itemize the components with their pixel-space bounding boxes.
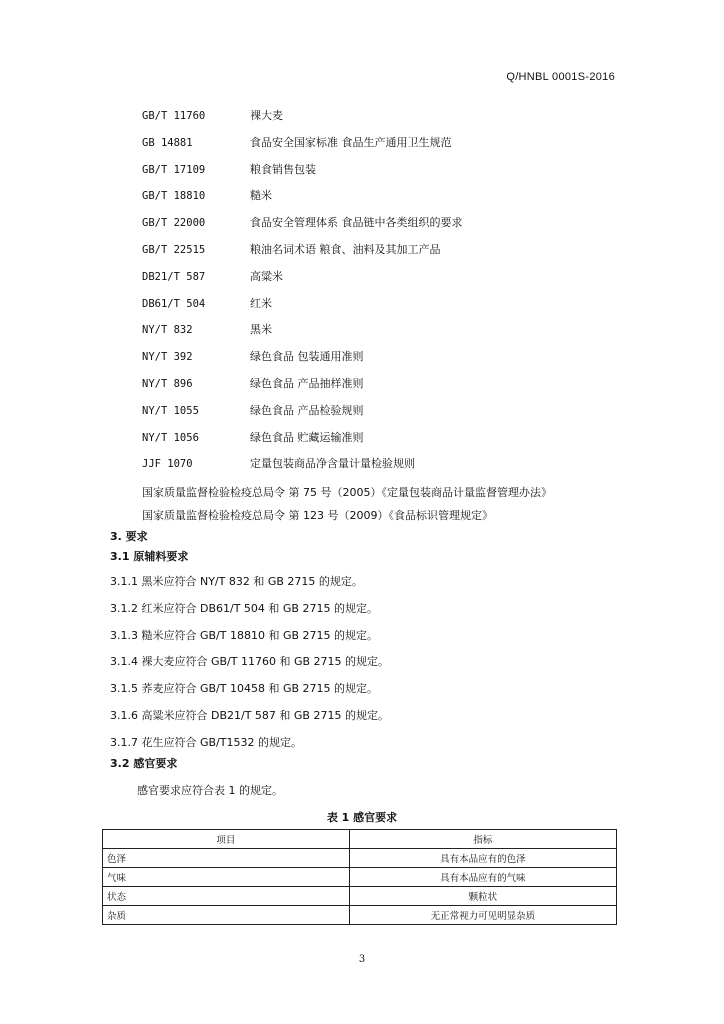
table-row [103, 868, 617, 887]
table-cell-item: 气味 [103, 868, 350, 887]
table-cell-indicator: 颗粒状 [349, 887, 616, 906]
reference-code: JJF 1070 [142, 458, 193, 471]
reference-code: DB21/T 587 [142, 270, 206, 283]
reference-row [142, 215, 622, 242]
reference-row [142, 296, 622, 323]
reference-title: 黑米 [250, 323, 272, 337]
reference-row [142, 349, 622, 376]
regulations-list [142, 485, 632, 531]
reference-row [142, 456, 622, 483]
requirement-item: 3.1.3 糙米应符合 GB/T 18810 和 GB 2715 的规定。 [110, 628, 379, 642]
reference-title: 裸大麦 [250, 109, 283, 122]
reference-code: NY/T 1056 [142, 431, 199, 444]
subsection-heading-sensory: 3.2 感官要求 [110, 757, 178, 770]
table-cell-indicator: 具有本品应有的气味 [349, 868, 616, 887]
reference-title: 绿色食品 贮藏运输准则 [250, 430, 364, 444]
reference-row [142, 269, 622, 296]
table-row [103, 849, 617, 868]
reference-row [142, 188, 622, 215]
table-cell-item: 色泽 [103, 849, 350, 868]
normative-references-list [142, 108, 622, 483]
table-cell-item: 杂质 [103, 906, 350, 925]
section-heading-requirements: 3. 要求 [110, 530, 148, 543]
reference-title: 定量包装商品净含量计量检验规则 [250, 457, 415, 471]
reference-code: DB61/T 504 [142, 297, 206, 310]
table-header-item: 项目 [103, 830, 350, 849]
sensory-requirements-table [102, 829, 617, 925]
reference-title: 高粱米 [250, 269, 283, 283]
reference-code: GB/T 11760 [142, 110, 206, 122]
regulation-item: 国家质量监督检验检疫总局令 第 123 号（2009）《食品标识管理规定》 [142, 509, 493, 522]
requirement-item: 3.1.5 荞麦应符合 GB/T 10458 和 GB 2715 的规定。 [110, 682, 379, 696]
table-row [103, 887, 617, 906]
reference-row [142, 108, 622, 135]
reference-code: GB 14881 [142, 136, 193, 149]
raw-material-requirements-list [110, 574, 630, 762]
reference-code: GB/T 17109 [142, 163, 206, 176]
reference-title: 粮食销售包装 [250, 162, 316, 176]
table-cell-indicator: 无正常视力可见明显杂质 [349, 906, 616, 925]
reference-title: 红米 [250, 296, 272, 310]
reference-row [142, 322, 622, 349]
table-row [103, 906, 617, 925]
table-cell-indicator: 具有本品应有的色泽 [349, 849, 616, 868]
sensory-paragraph: 感官要求应符合表 1 的规定。 [137, 784, 283, 797]
reference-title: 绿色食品 产品检验规则 [250, 403, 364, 417]
requirement-item: 3.1.6 高粱米应符合 DB21/T 587 和 GB 2715 的规定。 [110, 708, 389, 722]
reference-title: 食品安全管理体系 食品链中各类组织的要求 [250, 216, 463, 230]
reference-row [142, 135, 622, 162]
reference-row [142, 242, 622, 269]
page-number: 3 [358, 954, 366, 965]
reference-title: 粮油名词术语 粮食、油料及其加工产品 [250, 242, 441, 256]
reference-title: 糙米 [250, 189, 272, 203]
reference-row [142, 162, 622, 189]
reference-code: NY/T 832 [142, 324, 193, 337]
table-header-indicator: 指标 [349, 830, 616, 849]
reference-title: 绿色食品 包装通用准则 [250, 350, 364, 364]
reference-title: 绿色食品 产品抽样准则 [250, 376, 364, 390]
regulation-item: 国家质量监督检验检疫总局令 第 75 号（2005）《定量包装商品计量监督管理办法》 [142, 486, 552, 499]
table-caption: 表 1 感官要求 [326, 811, 398, 824]
requirement-item: 3.1.2 红米应符合 DB61/T 504 和 GB 2715 的规定。 [110, 601, 378, 615]
reference-row [142, 430, 622, 457]
table-cell-item: 状态 [103, 887, 350, 906]
reference-row [142, 403, 622, 430]
reference-code: NY/T 1055 [142, 404, 199, 417]
reference-title: 食品安全国家标准 食品生产通用卫生规范 [250, 135, 452, 149]
reference-code: NY/T 392 [142, 351, 193, 364]
table-header-row [103, 830, 617, 849]
requirement-item: 3.1.7 花生应符合 GB/T1532 的规定。 [110, 735, 302, 749]
reference-code: GB/T 22000 [142, 217, 206, 230]
subsection-heading-raw-materials: 3.1 原辅料要求 [110, 550, 189, 563]
requirement-item: 3.1.4 裸大麦应符合 GB/T 11760 和 GB 2715 的规定。 [110, 655, 390, 669]
reference-code: GB/T 22515 [142, 243, 206, 256]
document-code: Q/HNBL 0001S-2016 [506, 71, 615, 83]
reference-code: NY/T 896 [142, 377, 193, 390]
reference-row [142, 376, 622, 403]
requirement-item: 3.1.1 黑米应符合 NY/T 832 和 GB 2715 的规定。 [110, 575, 363, 588]
reference-code: GB/T 18810 [142, 190, 206, 203]
